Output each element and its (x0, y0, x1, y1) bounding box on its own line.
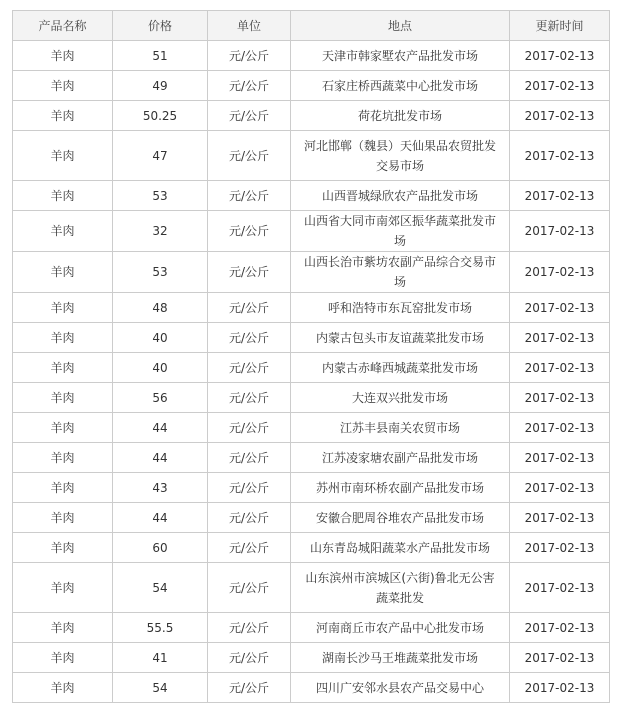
cell-unit: 元/公斤 (208, 181, 291, 211)
table-row (13, 131, 610, 181)
table-row (13, 643, 610, 673)
header-price: 价格 (113, 11, 208, 41)
cell-location: 大连双兴批发市场 (291, 383, 510, 413)
cell-unit: 元/公斤 (208, 71, 291, 101)
cell-name: 羊肉 (13, 323, 113, 353)
cell-location: 江苏凌家塘农副产品批发市场 (291, 443, 510, 473)
cell-date: 2017-02-13 (510, 71, 610, 101)
cell-date: 2017-02-13 (510, 293, 610, 323)
cell-location: 河南商丘市农产品中心批发市场 (291, 613, 510, 643)
cell-name: 羊肉 (13, 211, 113, 252)
cell-location: 湖南长沙马王堆蔬菜批发市场 (291, 643, 510, 673)
cell-unit: 元/公斤 (208, 503, 291, 533)
cell-name: 羊肉 (13, 473, 113, 503)
cell-unit: 元/公斤 (208, 383, 291, 413)
cell-location: 呼和浩特市东瓦窑批发市场 (291, 293, 510, 323)
cell-price: 44 (113, 413, 208, 443)
cell-price: 47 (113, 131, 208, 181)
table-row (13, 533, 610, 563)
table-row (13, 41, 610, 71)
cell-unit: 元/公斤 (208, 413, 291, 443)
cell-location: 山东滨州市滨城区(六街)鲁北无公害蔬菜批发 (291, 563, 510, 613)
cell-name: 羊肉 (13, 643, 113, 673)
table-row (13, 252, 610, 293)
cell-name: 羊肉 (13, 353, 113, 383)
table-row (13, 101, 610, 131)
cell-date: 2017-02-13 (510, 563, 610, 613)
cell-name: 羊肉 (13, 293, 113, 323)
cell-name: 羊肉 (13, 443, 113, 473)
cell-name: 羊肉 (13, 413, 113, 443)
cell-location: 荷花坑批发市场 (291, 101, 510, 131)
cell-price: 50.25 (113, 101, 208, 131)
table-row (13, 503, 610, 533)
cell-date: 2017-02-13 (510, 533, 610, 563)
cell-name: 羊肉 (13, 252, 113, 293)
table-row (13, 563, 610, 613)
cell-location: 山西晋城绿欣农产品批发市场 (291, 181, 510, 211)
cell-price: 60 (113, 533, 208, 563)
cell-price: 43 (113, 473, 208, 503)
cell-date: 2017-02-13 (510, 413, 610, 443)
cell-price: 56 (113, 383, 208, 413)
cell-unit: 元/公斤 (208, 131, 291, 181)
cell-name: 羊肉 (13, 563, 113, 613)
cell-price: 44 (113, 503, 208, 533)
cell-date: 2017-02-13 (510, 643, 610, 673)
cell-price: 41 (113, 643, 208, 673)
cell-date: 2017-02-13 (510, 473, 610, 503)
cell-date: 2017-02-13 (510, 613, 610, 643)
header-product-name: 产品名称 (13, 11, 113, 41)
header-unit: 单位 (208, 11, 291, 41)
cell-location: 内蒙古包头市友谊蔬菜批发市场 (291, 323, 510, 353)
cell-price: 49 (113, 71, 208, 101)
table-row (13, 613, 610, 643)
cell-price: 48 (113, 293, 208, 323)
cell-name: 羊肉 (13, 503, 113, 533)
cell-date: 2017-02-13 (510, 41, 610, 71)
cell-name: 羊肉 (13, 673, 113, 703)
price-table (12, 10, 610, 703)
cell-date: 2017-02-13 (510, 503, 610, 533)
cell-date: 2017-02-13 (510, 181, 610, 211)
cell-unit: 元/公斤 (208, 41, 291, 71)
cell-name: 羊肉 (13, 41, 113, 71)
cell-price: 51 (113, 41, 208, 71)
cell-name: 羊肉 (13, 181, 113, 211)
table-row (13, 443, 610, 473)
cell-unit: 元/公斤 (208, 443, 291, 473)
cell-unit: 元/公斤 (208, 563, 291, 613)
cell-price: 40 (113, 323, 208, 353)
cell-location: 天津市韩家墅农产品批发市场 (291, 41, 510, 71)
cell-location: 石家庄桥西蔬菜中心批发市场 (291, 71, 510, 101)
cell-date: 2017-02-13 (510, 101, 610, 131)
cell-price: 55.5 (113, 613, 208, 643)
cell-location: 山西省大同市南郊区振华蔬菜批发市场 (291, 211, 510, 252)
cell-price: 40 (113, 353, 208, 383)
cell-price: 53 (113, 181, 208, 211)
cell-name: 羊肉 (13, 383, 113, 413)
cell-price: 32 (113, 211, 208, 252)
cell-unit: 元/公斤 (208, 473, 291, 503)
cell-date: 2017-02-13 (510, 353, 610, 383)
cell-unit: 元/公斤 (208, 293, 291, 323)
header-update-time: 更新时间 (510, 11, 610, 41)
cell-location: 内蒙古赤峰西城蔬菜批发市场 (291, 353, 510, 383)
cell-price: 54 (113, 563, 208, 613)
cell-price: 54 (113, 673, 208, 703)
table-row (13, 673, 610, 703)
cell-unit: 元/公斤 (208, 211, 291, 252)
cell-location: 江苏丰县南关农贸市场 (291, 413, 510, 443)
cell-date: 2017-02-13 (510, 383, 610, 413)
table-header-row (13, 11, 610, 41)
cell-unit: 元/公斤 (208, 533, 291, 563)
table-row (13, 383, 610, 413)
table-row (13, 181, 610, 211)
cell-name: 羊肉 (13, 101, 113, 131)
cell-name: 羊肉 (13, 613, 113, 643)
cell-name: 羊肉 (13, 131, 113, 181)
cell-location: 山东青岛城阳蔬菜水产品批发市场 (291, 533, 510, 563)
cell-date: 2017-02-13 (510, 211, 610, 252)
cell-unit: 元/公斤 (208, 101, 291, 131)
table-row (13, 353, 610, 383)
cell-date: 2017-02-13 (510, 131, 610, 181)
cell-unit: 元/公斤 (208, 673, 291, 703)
cell-location: 河北邯郸（魏县）天仙果品农贸批发交易市场 (291, 131, 510, 181)
cell-price: 53 (113, 252, 208, 293)
cell-location: 苏州市南环桥农副产品批发市场 (291, 473, 510, 503)
cell-date: 2017-02-13 (510, 323, 610, 353)
cell-location: 山西长治市紫坊农副产品综合交易市场 (291, 252, 510, 293)
table-row (13, 71, 610, 101)
cell-location: 安徽合肥周谷堆农产品批发市场 (291, 503, 510, 533)
cell-price: 44 (113, 443, 208, 473)
cell-unit: 元/公斤 (208, 353, 291, 383)
cell-unit: 元/公斤 (208, 252, 291, 293)
cell-date: 2017-02-13 (510, 443, 610, 473)
cell-unit: 元/公斤 (208, 613, 291, 643)
table-row (13, 323, 610, 353)
header-location: 地点 (291, 11, 510, 41)
cell-unit: 元/公斤 (208, 643, 291, 673)
cell-date: 2017-02-13 (510, 252, 610, 293)
cell-unit: 元/公斤 (208, 323, 291, 353)
cell-name: 羊肉 (13, 533, 113, 563)
table-row (13, 413, 610, 443)
cell-date: 2017-02-13 (510, 673, 610, 703)
table-row (13, 293, 610, 323)
cell-name: 羊肉 (13, 71, 113, 101)
table-row (13, 211, 610, 252)
cell-location: 四川广安邻水县农产品交易中心 (291, 673, 510, 703)
table-row (13, 473, 610, 503)
